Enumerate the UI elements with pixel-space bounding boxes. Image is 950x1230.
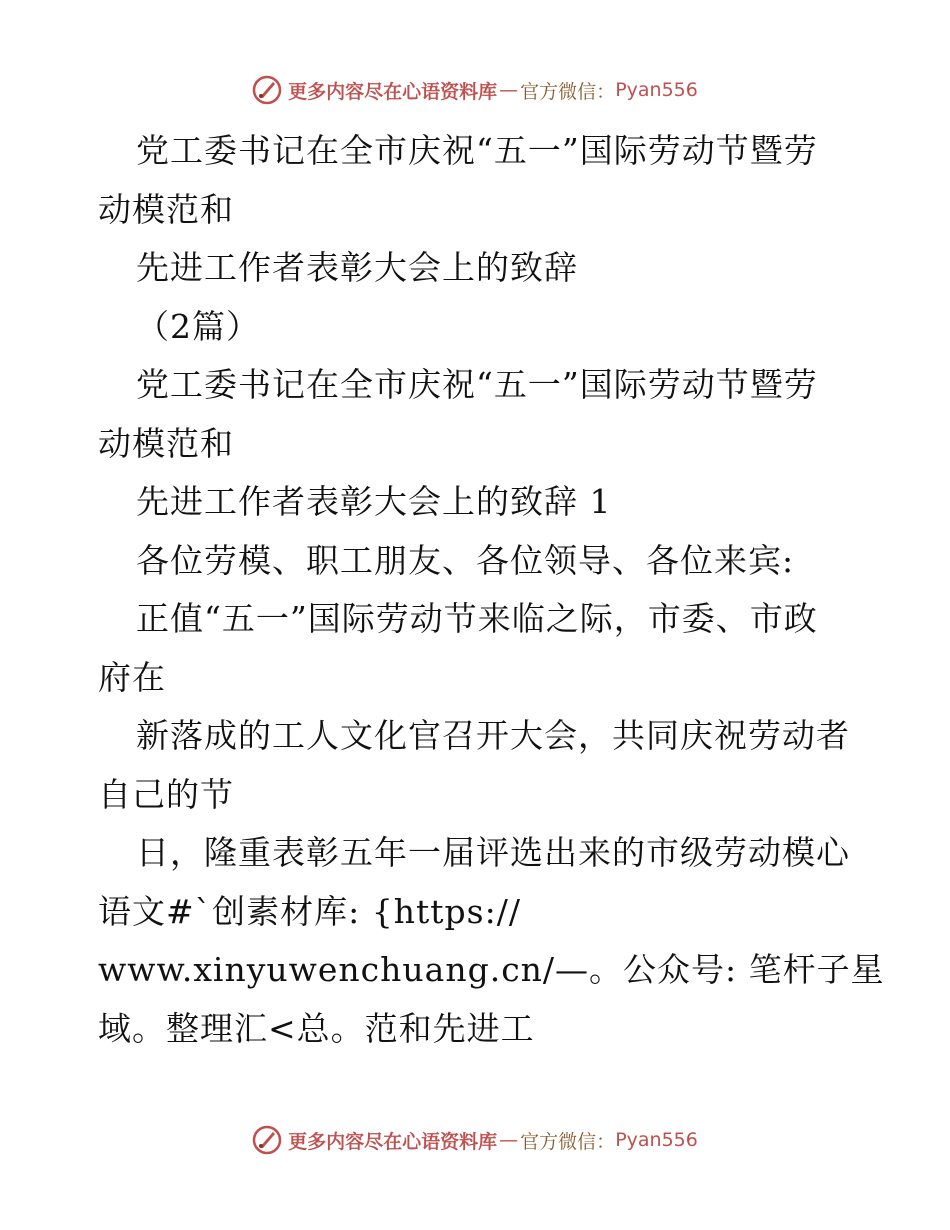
banner-main-text: 更多内容尽在心语资料库: [288, 1130, 498, 1153]
banner-main-text: 更多内容尽在心语资料库: [288, 80, 498, 103]
banner-wechat-label: 官方微信：: [520, 1130, 616, 1153]
text-line-10: 府在: [98, 657, 166, 697]
banner-wechat-label: 官方微信：: [520, 80, 616, 103]
header-watermark-banner: [0, 70, 950, 110]
document-body: [98, 122, 885, 1058]
text-line-4: （2篇）: [136, 306, 260, 346]
banner-wechat-id: Pyan556: [615, 79, 698, 101]
text-line-5: 党工委书记在全市庆祝“五一”国际劳动节暨劳: [136, 365, 818, 404]
text-line-1: 党工委书记在全市庆祝“五一”国际劳动节暨劳: [136, 131, 818, 170]
text-line-6: 动模范和: [98, 423, 234, 463]
text-line-8: 各位劳模、职工朋友、各位领导、各位来宾:: [136, 540, 795, 580]
text-line-15: www.xinyuwenchuang.cn/—。公众号: 笔杆子星: [98, 950, 885, 989]
footer-watermark-banner: [0, 1120, 950, 1160]
text-line-3: 先进工作者表彰大会上的致辞: [136, 248, 578, 287]
text-line-2: 动模范和: [98, 189, 234, 229]
text-line-12: 自己的节: [98, 774, 234, 814]
text-line-13: 日，隆重表彰五年一届评选出来的市级劳动模心: [136, 833, 850, 872]
quill-seal-logo-icon: [252, 75, 282, 105]
banner-dash: —: [499, 79, 519, 101]
text-line-16: 域。整理汇<总。范和先进工: [98, 1008, 535, 1048]
banner-wechat-id: Pyan556: [615, 1129, 698, 1151]
quill-seal-logo-icon: [252, 1125, 282, 1155]
text-line-11: 新落成的工人文化官召开大会，共同庆祝劳动者: [136, 716, 850, 755]
text-line-14: 语文#`创素材库: {https://: [98, 891, 521, 931]
text-line-9: 正值“五一”国际劳动节来临之际，市委、市政: [136, 599, 818, 638]
text-line-7: 先进工作者表彰大会上的致辞 1: [136, 482, 612, 521]
banner-dash: —: [499, 1129, 519, 1151]
